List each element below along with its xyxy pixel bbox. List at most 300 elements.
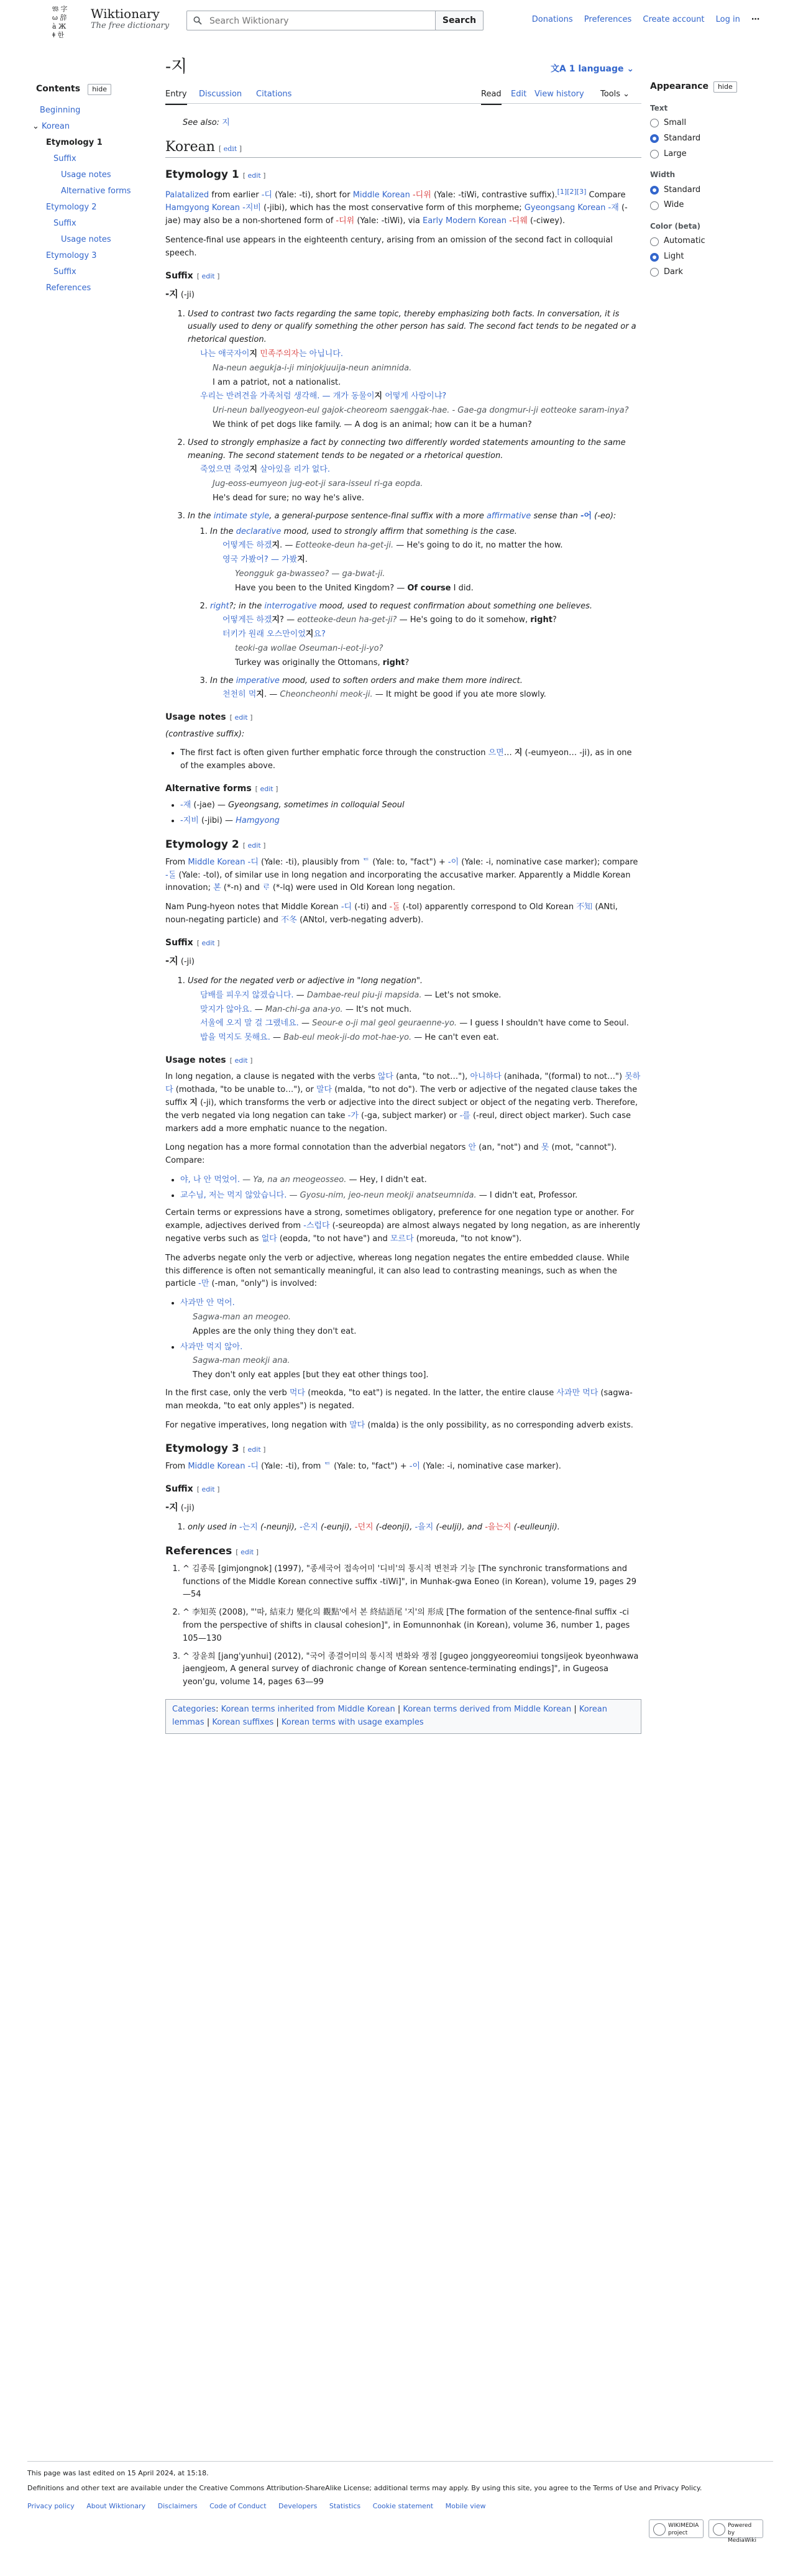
main-content <box>165 57 641 1727</box>
definition-text: In the <box>188 511 214 521</box>
example-korean[interactable]: 어떻게든 하겠 <box>222 615 272 625</box>
search-box[interactable] <box>186 11 438 30</box>
definition-text: mood, used to request confirmation about something one believes. <box>316 601 593 611</box>
language-count: 1 language <box>569 64 624 74</box>
footer-link[interactable]: Code of Conduct <box>209 2502 267 2511</box>
toc-header <box>36 82 111 96</box>
definition-text: (-neunji), <box>257 1523 300 1533</box>
text-bold: right <box>382 658 405 667</box>
example-korean-bold: 지 <box>305 630 314 639</box>
link-intimate-style[interactable]: intimate style <box>213 511 270 521</box>
wikimedia-badge[interactable] <box>649 2519 704 2538</box>
link-hamgyong-korean[interactable]: Hamgyong Korean <box>165 203 241 213</box>
see-also <box>183 117 641 130</box>
definition-text: (-eulji), and <box>433 1523 485 1533</box>
example-romanization: Sagwa-man meokji ana. <box>193 1356 290 1366</box>
usage-intro: (contrastive suffix): <box>165 729 245 739</box>
text: Certain terms or expressions have a strong, sometimes obligatory, preference for one negation type or another. For example, adjectives derived from <box>165 1208 635 1231</box>
link-korean-term[interactable]: -지비 <box>180 816 199 826</box>
definition-text: only used in <box>188 1523 240 1533</box>
toc-hide-button[interactable]: hide <box>88 84 111 95</box>
link-old-korean-term[interactable]: 不冬 <box>280 915 297 925</box>
radio-icon[interactable] <box>650 150 659 158</box>
radio-selected-icon[interactable] <box>650 186 659 195</box>
footer-link[interactable]: Statistics <box>329 2502 361 2511</box>
link-korean-term[interactable]: -이 <box>447 857 459 867</box>
footer-link[interactable]: Cookie statement <box>372 2502 434 2511</box>
usage-example <box>200 464 641 477</box>
radio-text-small[interactable] <box>650 117 774 130</box>
footer-link[interactable]: Developers <box>278 2502 318 2511</box>
categories-box: Categories: Korean terms inherited from Middle Korean | Korean terms derived from Middle Korean | Korean lemmas | Korean suffixes | Korean terms with usage examples <box>165 1699 641 1734</box>
toc-item-beginning[interactable]: Beginning <box>40 106 81 115</box>
edit-link[interactable]: edit <box>201 938 215 947</box>
link-korean-term[interactable]: 못하다 <box>165 1072 641 1095</box>
radio-color-dark[interactable] <box>650 266 774 279</box>
usage-item <box>180 747 641 773</box>
contrast-list <box>165 1297 641 1382</box>
chevron-down-icon: ⌄ <box>620 89 630 99</box>
usage-example <box>222 554 641 567</box>
edit-link[interactable]: edit <box>234 1056 248 1065</box>
edit-section-suffix[interactable]: [ edit ] <box>196 272 220 280</box>
headword: -지 <box>165 288 178 300</box>
link-korean-term[interactable]: -ᄃᆞᆯ <box>165 870 177 880</box>
edit-link[interactable]: edit <box>234 713 248 722</box>
tab-view-history[interactable]: View history <box>534 89 584 99</box>
radio-color-automatic[interactable] <box>650 235 774 248</box>
heading-suffix-3 <box>165 1482 641 1496</box>
edit-link[interactable]: edit <box>247 1446 261 1454</box>
nam-pung-hyeon-note <box>165 901 641 927</box>
link-korean-term[interactable]: 아니하다 <box>470 1072 502 1082</box>
link-korean-term[interactable]: -디 <box>245 857 259 867</box>
example-korean[interactable]: 서울에 오지 말 걸 그랬네요. <box>200 1019 299 1029</box>
categories-label[interactable]: Categories <box>172 1704 216 1714</box>
radio-icon[interactable] <box>650 201 659 210</box>
create-account-link[interactable]: Create account <box>643 15 705 24</box>
edit-section-suffix[interactable]: [ edit ] <box>196 1485 220 1494</box>
usage-example: 서울에 오지 말 걸 그랬네요. — Seour-e o-ji mal geol geuraenne-yo. — I guess I shouldn't have come to Seoul. <box>200 1019 629 1029</box>
sub-definitions-list <box>188 526 641 702</box>
link-right[interactable]: right <box>210 601 229 611</box>
edit-link[interactable]: edit <box>241 1548 254 1557</box>
license-text: Definitions and other text are available under the Creative Commons Attribution-ShareAlike License; additional terms may apply. By using this site, you agree to the Terms of Use and Privacy Policy. <box>27 2483 702 2492</box>
text: Turkey was originally the Ottomans, <box>235 658 383 667</box>
example-translation: Apples are the only thing they don't eat. <box>193 1326 357 1336</box>
heading-usage-notes-2 <box>165 1053 641 1067</box>
heading-suffix-2 <box>165 936 641 950</box>
tools-label[interactable]: Tools <box>600 89 621 99</box>
example-korean[interactable]: 야, 나 안 먹었어. <box>180 1175 241 1185</box>
comparison-list <box>165 1174 641 1203</box>
site-subtitle: The free dictionary <box>91 21 170 30</box>
link-korean-term[interactable]: -만 <box>198 1279 209 1289</box>
text: (*-lq) were used in Old Korean long negation. <box>270 883 456 893</box>
example-korean[interactable]: 사과만 안 먹어. <box>180 1298 235 1308</box>
link-red-term[interactable]: -던지 <box>354 1523 374 1533</box>
footer-link[interactable]: Privacy policy <box>27 2502 75 2511</box>
toc-item-suffix-3[interactable]: Suffix <box>53 267 76 277</box>
text: (-seureopda) are almost always negated by long negation, as are inherently negative verbs such as <box>165 1221 640 1244</box>
example-korean[interactable]: 천천히 먹 <box>222 690 257 700</box>
edit-link[interactable]: edit <box>223 144 237 153</box>
radio-icon[interactable] <box>650 237 659 246</box>
example-korean[interactable]: 사과만 먹지 않아. <box>180 1342 243 1352</box>
link-red-term[interactable]: -디위 <box>410 190 431 200</box>
link-korean-term[interactable]: -이 <box>409 1462 421 1472</box>
example-romanization: Yeongguk ga-bwasseo? — ga-bwat-ji. <box>235 569 385 579</box>
link-korean-term[interactable]: -재 <box>605 203 619 213</box>
headword-romanization: (-ji) <box>180 957 195 967</box>
edit-section-korean[interactable]: [ edit ] <box>218 144 242 153</box>
category-link[interactable]: Korean terms derived from Middle Korean <box>403 1704 572 1714</box>
link-early-modern-korean[interactable]: Early Modern Korean <box>423 216 507 226</box>
text-size-group <box>650 103 774 161</box>
definition-text: Used for the negated verb or adjective in "long negation". <box>188 976 423 986</box>
entry-content <box>165 114 641 1734</box>
toc-item-korean[interactable] <box>32 121 70 134</box>
link-korean-term[interactable]: -지비 <box>240 203 261 213</box>
contrast-item <box>180 1297 641 1338</box>
edit-section-suffix[interactable]: [ edit ] <box>196 938 220 947</box>
example-romanization: Cheoncheonhi meok-ji. <box>280 690 373 700</box>
example-romanization: — Gyosu-nim, jeo-neun meokji anatseumnida. <box>289 1190 477 1200</box>
link-gyeongsang-korean[interactable]: Gyeongsang Korean <box>524 203 606 213</box>
text: (Yale: -i, nominative case marker); compare <box>459 857 638 867</box>
definition-text: Used to strongly emphasize a fact by connecting two differently worded statements amounting to the same meaning. The second statement tends to be negated or a rhetorical question. <box>188 438 626 461</box>
appearance-title: Appearance <box>650 81 709 91</box>
text-bold: Of course <box>407 583 451 593</box>
example-korean[interactable]: 담배를 피우지 않겠습니다. <box>200 990 294 1000</box>
link-korean-term[interactable]: ᄃ <box>362 857 370 867</box>
link-korean-term[interactable]: -디 <box>245 1462 259 1472</box>
link-affirmative[interactable]: affirmative <box>486 511 531 521</box>
edit-section-references[interactable]: [ edit ] <box>236 1548 259 1557</box>
edit-link[interactable]: edit <box>201 272 215 280</box>
link-korean-term[interactable]: 말다 <box>316 1085 332 1095</box>
example-translation: — Hey, I didn't eat. <box>349 1175 427 1185</box>
toc-item-alternative-forms[interactable]: Alternative forms <box>61 186 131 196</box>
text: (*-n) and <box>221 883 263 893</box>
text: (sagwa-man meokda, "to eat only apples") is negated. <box>165 1388 633 1411</box>
radio-width-wide[interactable] <box>650 199 774 212</box>
link-red-term[interactable]: -을는지 <box>485 1523 511 1533</box>
example-korean[interactable]: 요? <box>313 630 326 639</box>
definition-text: sense than <box>531 511 581 521</box>
toc-item-etymology-3[interactable]: Etymology 3 <box>46 251 97 260</box>
tab-read[interactable]: Read <box>481 88 502 105</box>
example-korean[interactable]: 터키가 원래 오스만이었 <box>222 630 306 639</box>
link-korean-term[interactable]: 없다 <box>261 1234 277 1244</box>
toc-item-korean-label[interactable]: Korean <box>42 122 70 131</box>
link-korean-term[interactable]: 못 <box>541 1143 549 1153</box>
mediawiki-badge[interactable] <box>709 2519 763 2544</box>
definitions-list <box>165 308 641 702</box>
example-translation <box>235 582 641 595</box>
language-selector[interactable] <box>551 62 634 76</box>
tab-discussion[interactable]: Discussion <box>199 89 242 99</box>
example-korean[interactable]: 밥을 먹지도 못해요. <box>200 1033 270 1043</box>
link-red-term[interactable]: -디위 <box>336 216 355 226</box>
example-korean-red[interactable]: 민족주의자 <box>260 349 299 359</box>
heading-suffix-text: Suffix <box>165 1484 193 1495</box>
example-korean-bold: 지 <box>272 615 280 625</box>
reference-markers[interactable]: [1][2][3] <box>557 188 587 196</box>
radio-width-standard[interactable] <box>650 184 774 197</box>
link-hamgyong[interactable]: Hamgyong <box>236 816 280 826</box>
definition-text: Used to contrast two facts regarding the same topic, thereby emphasizing both facts. In conversation, it is usually used to deny or qualify something the other person has said. The second fact tends to be negated or a rhetorical question. <box>188 309 636 345</box>
text: The adverbs negate only the verb or adjective, whereas long negation negates the entire embedded clause. While this difference is often not semantically meaningful, it can also lead to contrasting meanings, such as when the particle <box>165 1253 630 1289</box>
footer-link[interactable]: About Wiktionary <box>86 2502 146 2511</box>
link-korean-term[interactable]: 으면 <box>488 748 504 758</box>
width-label: Width <box>650 170 676 180</box>
example-romanization: Sagwa-man an meogeo. <box>193 1313 291 1322</box>
example-korean[interactable]: 죽었으면 죽었 <box>200 465 250 475</box>
color-group <box>650 221 774 279</box>
footer-link[interactable]: Mobile view <box>445 2502 486 2511</box>
link-old-korean-term[interactable]: 不知 <box>576 902 593 912</box>
edit-link[interactable]: edit <box>201 1485 215 1494</box>
text: (anihada, "(formal) to not…") <box>501 1072 625 1082</box>
definitions-list <box>165 1521 641 1534</box>
text: (-jae) — <box>191 800 229 810</box>
translate-icon: 文A <box>551 64 569 74</box>
link-red-term[interactable]: -디웨 <box>506 216 528 226</box>
svg-text:𝔚 字: 𝔚 字 <box>52 5 68 13</box>
radio-selected-icon[interactable] <box>650 134 659 143</box>
category-link[interactable]: Korean lemmas <box>172 1704 607 1727</box>
example-korean[interactable]: 우리는 반려견을 가족처럼 생각해. — 개가 동물이 <box>200 392 375 401</box>
link-korean-term[interactable]: -는지 <box>239 1523 258 1533</box>
text: . <box>305 555 308 565</box>
edit-section-usage[interactable]: [ edit ] <box>229 1056 253 1065</box>
example-romanization: Bab-eul meok-ji-do mot-hae-yo. <box>283 1033 412 1043</box>
text-size-label: Text <box>650 103 668 112</box>
link-korean-term[interactable]: ᄫᅳᆫ <box>213 883 221 893</box>
example-translation: — It's not much. <box>345 1004 412 1014</box>
edit-section-usage[interactable]: [ edit ] <box>229 713 253 722</box>
search-icon <box>193 16 202 25</box>
toc-item-references[interactable]: References <box>46 283 91 293</box>
example-korean[interactable]: 나는 애국자이 <box>200 349 250 359</box>
tab-entry[interactable]: Entry <box>165 88 187 105</box>
references-list <box>165 1563 641 1689</box>
example-korean[interactable]: 맞지가 않아요. <box>200 1004 252 1014</box>
headword-romanization: (-ji) <box>180 290 195 300</box>
link-palatalized[interactable]: Palatalized <box>165 190 209 200</box>
example-romanization: Seour-e o-ji mal geol geuraenne-yo. <box>312 1019 457 1029</box>
edit-link[interactable]: edit <box>247 841 261 850</box>
example-translation: — He can't even eat. <box>414 1033 499 1043</box>
text: Nam Pung-hyeon notes that Middle Korean <box>165 902 341 912</box>
example-korean[interactable]: 영국 가봤어? — 가봤 <box>222 555 298 565</box>
heading-ety2-text: Etymology 2 <box>165 838 239 851</box>
donations-link[interactable]: Donations <box>531 15 573 24</box>
wiktionary-logo-icon[interactable] <box>50 2 77 39</box>
link-korean-term[interactable]: 사과만 먹다 <box>556 1388 598 1398</box>
tab-citations[interactable]: Citations <box>256 89 292 99</box>
link-middle-korean[interactable]: Middle Korean <box>188 857 245 867</box>
link-korean-term[interactable]: -은지 <box>300 1523 318 1533</box>
text: I did. <box>451 583 474 593</box>
definition-text: mood, used to soften orders and make them more indirect. <box>279 676 523 685</box>
radio-selected-icon[interactable] <box>650 253 659 262</box>
link-declarative[interactable]: declarative <box>236 526 282 536</box>
heading-alternative-forms <box>165 782 641 795</box>
text: Compare <box>586 190 626 200</box>
definition-text: (-eulleunji). <box>511 1523 560 1533</box>
link-korean-term[interactable]: -스럽다 <box>303 1221 330 1231</box>
heading-usage-notes-1 <box>165 710 641 724</box>
link-red-term[interactable]: -ᄃᆞᆯ <box>389 902 400 912</box>
footer-link[interactable]: Disclaimers <box>157 2502 198 2511</box>
tools-menu[interactable] <box>600 88 630 101</box>
headword: -지 <box>165 955 178 967</box>
example-korean[interactable]: 는 아닙니다. <box>298 349 344 359</box>
text: (-reul, direct object marker). Such case markers add a more emphatic nuance to the negation. <box>165 1111 631 1134</box>
link-korean-term[interactable]: 안 <box>468 1143 477 1153</box>
radio-text-large[interactable] <box>650 148 774 161</box>
usage-example: 맞지가 않아요. — Man-chi-ga ana-yo. — It's not much. <box>200 1004 412 1014</box>
toc-item-suffix-2[interactable]: Suffix <box>53 219 76 228</box>
reference-item: 3. ^ 장윤희 [jang'yunhui] (2012), "국어 종결어미의 통시적 변화와 쟁점 [gugeo jonggyeoreomiui tongsijeok byeonhwawa jaengjeom, A general survey of diachronic change of Korean sentence-terminating endings]", in Gugeosa yeon'gu, volume 14, pages 63—99 <box>183 1651 641 1689</box>
example-romanization: Eotteoke-deun ha-get-ji. <box>295 541 394 551</box>
edit-section-altforms[interactable]: [ edit ] <box>255 784 278 793</box>
link-middle-korean[interactable]: Middle Korean <box>352 190 410 200</box>
definition-text: mood, used to strongly affirm that something is the case. <box>281 526 517 536</box>
text: From <box>165 857 188 867</box>
site-title[interactable]: Wiktionary <box>91 6 160 21</box>
category-link[interactable]: Korean terms with usage examples <box>281 1717 424 1727</box>
usage-paragraph <box>165 1071 641 1135</box>
alternative-form-item <box>180 799 641 812</box>
text: (-ga, subject marker) or <box>358 1111 460 1121</box>
toc-item-etymology-1[interactable]: Etymology 1 <box>46 138 103 147</box>
example-korean-bold: 지 <box>297 555 305 565</box>
link-middle-korean[interactable]: Middle Korean <box>188 1462 245 1472</box>
example-korean[interactable]: 살아있을 리가 없다. <box>257 465 331 475</box>
example-korean[interactable]: 어떻게 사람이냐? <box>382 392 447 401</box>
link-korean-term[interactable]: 말다 <box>349 1420 365 1430</box>
link-korean-term[interactable]: -디 <box>261 190 272 200</box>
category-link[interactable]: Korean suffixes <box>212 1717 274 1727</box>
text: (-ji), which transforms the verb or adjective into the direct subject or object of the negating verb. Therefore, the verb negated via long negation can take <box>165 1098 638 1121</box>
category-link[interactable]: Korean terms inherited from Middle Korean <box>221 1704 395 1714</box>
radio-color-light[interactable] <box>650 250 774 264</box>
edit-link[interactable]: edit <box>247 172 261 180</box>
link-eo[interactable]: -어 <box>580 511 592 521</box>
sub-definition-item <box>210 675 641 702</box>
link-korean-term[interactable]: 않다 <box>377 1072 393 1082</box>
see-also-link[interactable]: 지 <box>222 118 230 127</box>
radio-label: Large <box>664 149 687 158</box>
example-korean[interactable]: 어떻게든 하겠 <box>222 541 272 551</box>
link-korean-term[interactable]: -재 <box>180 800 191 810</box>
example-korean-bold: 지 <box>249 349 258 359</box>
edit-section-ety3[interactable]: [ edit ] <box>242 1446 266 1454</box>
example-romanization: Uri-neun ballyeogyeon-eul gajok-cheoreom saenggak-hae. - Gae-ga dongmur-i-ji eotteoke saram-inya? <box>213 406 629 416</box>
link-interrogative[interactable]: interrogative <box>264 601 317 611</box>
edit-link[interactable]: edit <box>260 784 273 793</box>
page-footer <box>27 2461 773 2516</box>
definition-text: (-eunji), <box>318 1523 355 1533</box>
text: (-eumyeon… -ji), as in one of the examples above. <box>180 748 632 771</box>
appearance-header <box>650 80 774 94</box>
example-translation: — He's going to do it, no matter the how. <box>396 541 563 551</box>
usage-example: 어떻게든 하겠지? — eotteoke-deun ha-get-ji? — He's going to do it somehow, right? <box>222 615 557 625</box>
link-korean-term[interactable]: ᄅᆞ <box>262 883 270 893</box>
edit-section-ety1[interactable]: [ edit ] <box>242 172 266 180</box>
page-tabs <box>165 86 641 104</box>
definition-item <box>188 975 641 1045</box>
usage-example <box>222 628 641 641</box>
radio-label: Wide <box>664 200 684 210</box>
link-korean-term[interactable]: -디 <box>341 902 352 912</box>
text: … <box>503 748 515 758</box>
search-input[interactable] <box>208 14 397 29</box>
heading-etymology-2 <box>165 838 641 853</box>
definition-text: In the <box>210 676 236 685</box>
toc-item-usage-notes-1[interactable]: Usage notes <box>61 170 111 180</box>
appearance-hide-button[interactable]: hide <box>713 81 737 93</box>
link-korean-term[interactable]: -가 <box>347 1111 359 1121</box>
personal-tools <box>523 14 759 27</box>
badge-label: Powered by MediaWiki <box>728 2523 756 2544</box>
link-korean-term[interactable]: ᄃ <box>323 1462 332 1472</box>
comparison-item <box>180 1189 641 1203</box>
link-korean-term[interactable]: 모르다 <box>390 1234 414 1244</box>
heading-usage-text: Usage notes <box>165 1055 226 1065</box>
radio-text-standard[interactable] <box>650 132 774 145</box>
tab-edit[interactable]: Edit <box>511 89 527 99</box>
definitions-list <box>165 975 641 1045</box>
usage-example <box>200 348 641 361</box>
example-translation: We think of pet dogs like family. — A dog is an animal; how can it be a human? <box>213 420 532 430</box>
text: . <box>264 690 267 700</box>
edit-section-ety2[interactable]: [ edit ] <box>242 841 266 850</box>
link-imperative[interactable]: imperative <box>236 676 280 685</box>
chevron-down-icon[interactable]: ⌄ <box>32 122 42 131</box>
footer-divider <box>27 2461 773 2462</box>
radio-icon[interactable] <box>650 119 659 127</box>
toc-item-usage-notes-2[interactable]: Usage notes <box>61 235 111 244</box>
radio-icon[interactable] <box>650 268 659 277</box>
more-options-icon[interactable]: ⋯ <box>751 15 759 24</box>
search-button[interactable]: Search <box>435 11 484 30</box>
log-in-link[interactable]: Log in <box>715 15 740 24</box>
text-bold: 지 <box>190 1098 198 1107</box>
sub-definition-item <box>210 600 641 670</box>
heading-korean <box>165 139 641 158</box>
example-romanization: Na-neun aegukja-i-ji minjokjuuija-neun animnida. <box>213 363 412 373</box>
link-korean-term[interactable]: -를 <box>459 1111 470 1121</box>
text: (Yale: -tol), of similar use in long negation and incorporating the accusative marker. Apparently a Middle Korean innovation; <box>165 870 631 893</box>
link-korean-term[interactable]: -을지 <box>415 1523 434 1533</box>
example-romanization: Man-chi-ga ana-yo. <box>265 1004 343 1014</box>
text: (malda, "to not do"). The verb or adjective of the negated clause takes the suffix <box>165 1085 638 1107</box>
text: (Yale: -i, nominative case marker). <box>420 1462 561 1472</box>
toc-item-suffix-1[interactable]: Suffix <box>53 154 76 163</box>
definition-text: (-deonji), <box>373 1523 415 1533</box>
text: (-man, "only") is involved: <box>209 1279 318 1289</box>
preferences-link[interactable]: Preferences <box>584 15 632 24</box>
toc-item-etymology-2[interactable]: Etymology 2 <box>46 203 97 212</box>
last-edited: This page was last edited on 15 April 2024, at 15:18. <box>27 2469 209 2477</box>
link-korean-term[interactable]: 먹다 <box>289 1388 305 1398</box>
example-translation: — Let's not smoke. <box>424 990 502 1000</box>
example-korean[interactable]: 교수님, 저는 먹지 않았습니다. <box>180 1190 287 1200</box>
